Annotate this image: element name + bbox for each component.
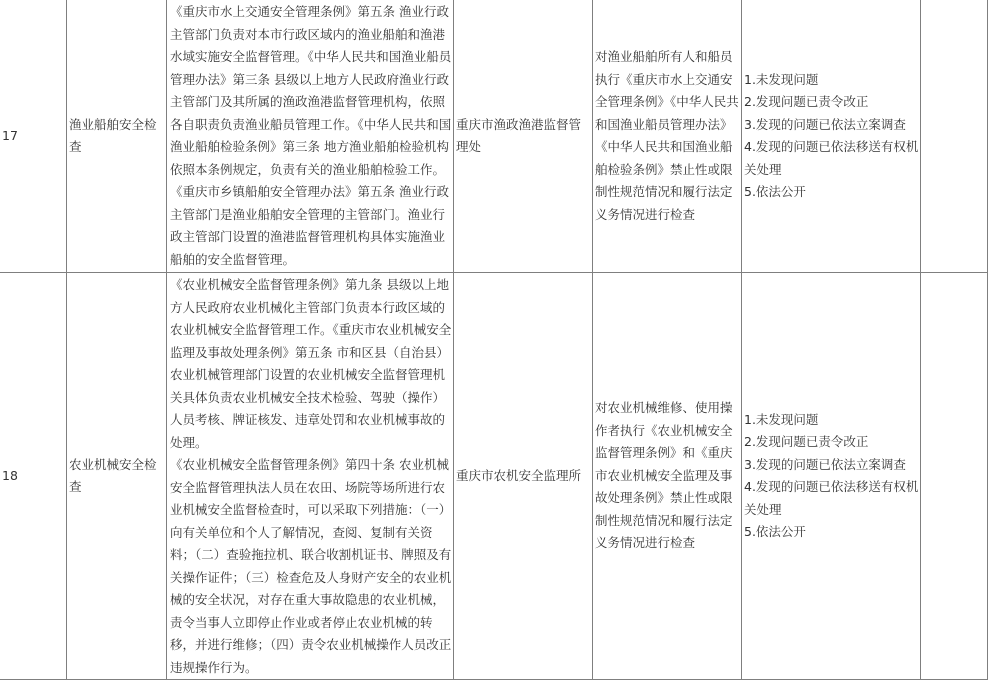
handling-result-cell: [742, 0, 921, 273]
handling-result-cell: [742, 273, 921, 680]
result-option: 4.发现的问题已依法移送有权机关处理: [744, 479, 919, 517]
table-row: [0, 0, 988, 273]
inspection-content-cell: 对农业机械维修、使用操作者执行《农业机械安全监督管理条例》和《重庆市农业机械安全监理及事故处理条例》禁止性或限制性规范情况和履行法定义务情况进行检查: [593, 273, 742, 680]
result-option: 1.未发现问题: [744, 71, 819, 87]
legal-basis-paragraph: 《重庆市水上交通安全管理条例》第五条 渔业行政主管部门负责对本市行政区域内的渔业船舶和渔港水域实施安全监督管理。《中华人民共和国渔业船员管理办法》第三条 县级以上地方人民政府渔业行政主管部门及其所属的渔政渔港监督管理机构，依照各自职责负责渔业船员管理工作。《中华人民共和国渔业船舶检验条例》第三条 地方渔业船舶检验机构依照本条例规定，负责有关的渔业船舶检验工作。: [170, 4, 452, 177]
note-cell: [921, 0, 988, 273]
item-number-cell: 17: [0, 0, 67, 273]
legal-basis-paragraph: 《农业机械安全监督管理条例》第九条 县级以上地方人民政府农业机械化主管部门负责本行政区域的农业机械安全监督管理工作。《重庆市农业机械安全监理及事故处理条例》第五条 市和区县（自治县）农业机械管理部门设置的农业机械安全监督管理机关具体负责农业机械安全技术检验、驾驶（操作）人员考核、牌证核发、违章处罚和农业机械事故的处理。: [170, 277, 452, 450]
item-name-cell: 渔业船舶安全检查: [67, 0, 167, 273]
inspection-content-cell: 对渔业船舶所有人和船员执行《重庆市水上交通安全管理条例》《中华人民共和国渔业船员管理办法》《中华人民共和国渔业船舶检验条例》禁止性或限制性规范情况和履行法定义务情况进行检查: [593, 0, 742, 273]
result-option: 1.未发现问题: [744, 411, 819, 427]
result-option: 2.发现问题已责令改正: [744, 434, 869, 449]
legal-basis-paragraph: 《农业机械安全监督管理条例》第四十条 农业机械安全监督管理执法人员在农田、场院等场所进行农业机械安全监督检查时，可以采取下列措施：（一）向有关单位和个人了解情况，查阅、复制有关资料；（二）查验拖拉机、联合收割机证书、牌照及有关操作证件；（三）检查危及人身财产安全的农业机械的安全状况，对存在重大事故隐患的农业机械，责令当事人立即停止作业或者停止农业机械的转移，并进行维修；（四）责令农业机械操作人员改正违规操作行为。: [170, 457, 452, 675]
result-option: 5.依法公开: [744, 184, 806, 199]
result-option: 5.依法公开: [744, 524, 806, 539]
table-row: [0, 273, 988, 680]
item-name-cell: 农业机械安全检查: [67, 273, 167, 680]
result-option: 4.发现的问题已依法移送有权机关处理: [744, 139, 919, 177]
result-option: 3.发现的问题已依法立案调查: [744, 456, 906, 472]
item-number-cell: 18: [0, 273, 67, 680]
result-option: 2.发现问题已责令改正: [744, 94, 869, 109]
legal-basis-cell: [167, 273, 454, 680]
legal-basis-cell: [167, 0, 454, 273]
legal-basis-paragraph: 《重庆市乡镇船舶安全管理办法》第五条 渔业行政主管部门是渔业船舶安全管理的主管部门。渔业行政主管部门设置的渔港监督管理机构具体实施渔业船舶的安全监督管理。: [170, 184, 449, 267]
result-option: 3.发现的问题已依法立案调查: [744, 116, 906, 132]
inspection-subject-cell: 重庆市渔政渔港监督管理处: [454, 0, 593, 273]
note-cell: [921, 273, 988, 680]
inspection-subject-cell: 重庆市农机安全监理所: [454, 273, 593, 680]
